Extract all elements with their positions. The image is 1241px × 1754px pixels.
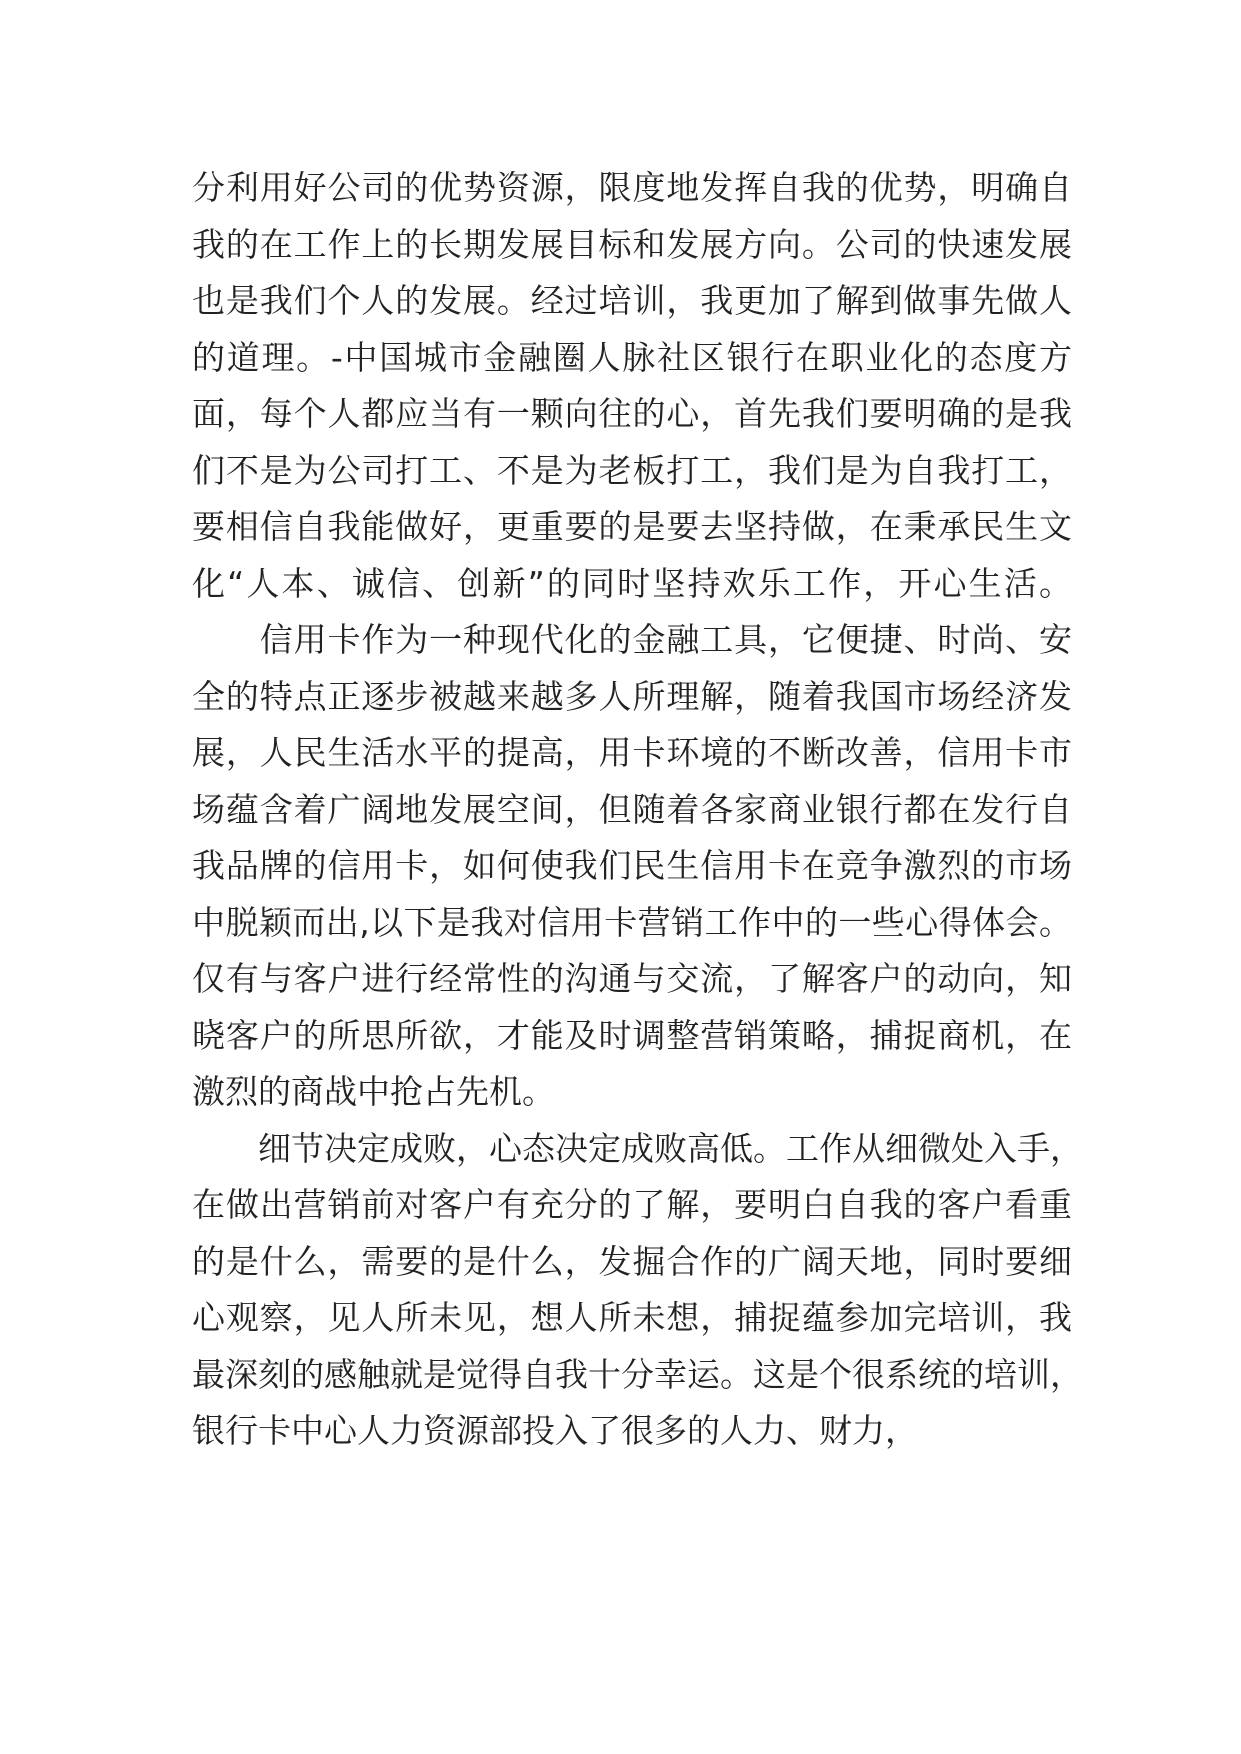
text-line: 最深刻的感触就是觉得自我十分幸运。这是个很系统的培训， [192,1354,1083,1394]
text-line: 在做出营销前对客户有充分的了解，要明白自我的客户看重 [192,1185,1072,1224]
text-line: 中脱颖而出,以下是我对信用卡营销工作中的一些心得体会。 [192,902,1072,942]
text-line: 银行卡中心人力资源部投入了很多的人力、财力， [192,1411,918,1450]
text-line: 心观察，见人所未见，想人所未想，捕捉蕴参加完培训，我 [192,1298,1072,1337]
text-line: 的道理。-中国城市金融圈人脉社区银行在职业化的态度方 [192,337,1072,377]
paragraph-3 [192,1121,1083,1460]
text-line: 要相信自我能做好，更重要的是要去坚持做，在秉承民生文 [192,507,1072,546]
text-line: 的是什么，需要的是什么，发掘合作的广阔天地，同时要细 [192,1241,1072,1281]
text-line: 们不是为公司打工、不是为老板打工，我们是为自我打工， [192,450,1072,490]
text-line: 全的特点正逐步被越来越多人所理解，随着我国市场经济发 [192,676,1072,716]
text-line: 细节决定成败，心态决定成败高低。工作从细微处入手， [192,1128,1083,1168]
text-line: 场蕴含着广阔地发展空间，但随着各家商业银行都在发行自 [192,789,1072,829]
text-line: 化“人本、诚信、创新”的同时坚持欢乐工作，开心生活。 [192,563,1072,603]
text-line: 仅有与客户进行经常性的沟通与交流，了解客户的动向，知 [192,959,1072,998]
paragraph-2 [192,612,1072,1121]
text-line: 展，人民生活水平的提高，用卡环境的不断改善，信用卡市 [192,733,1072,772]
text-line: 分利用好公司的优势资源，限度地发挥自我的优势，明确自 [192,168,1072,207]
text-line: 面，每个人都应当有一颗向往的心，首先我们要明确的是我 [192,394,1072,433]
text-line: 也是我们个人的发展。经过培训，我更加了解到做事先做人 [192,281,1072,320]
text-line: 信用卡作为一种现代化的金融工具，它便捷、时尚、安 [192,620,1072,659]
document-body [192,160,1083,1460]
text-line: 我品牌的信用卡，如何使我们民生信用卡在竞争激烈的市场 [192,846,1072,885]
text-line: 我的在工作上的长期发展目标和发展方向。公司的快速发展 [192,224,1072,264]
text-line: 激烈的商战中抢占先机。 [192,1072,555,1111]
text-line: 晓客户的所思所欲，才能及时调整营销策略，捕捉商机，在 [192,1015,1072,1055]
paragraph-1 [192,160,1072,612]
